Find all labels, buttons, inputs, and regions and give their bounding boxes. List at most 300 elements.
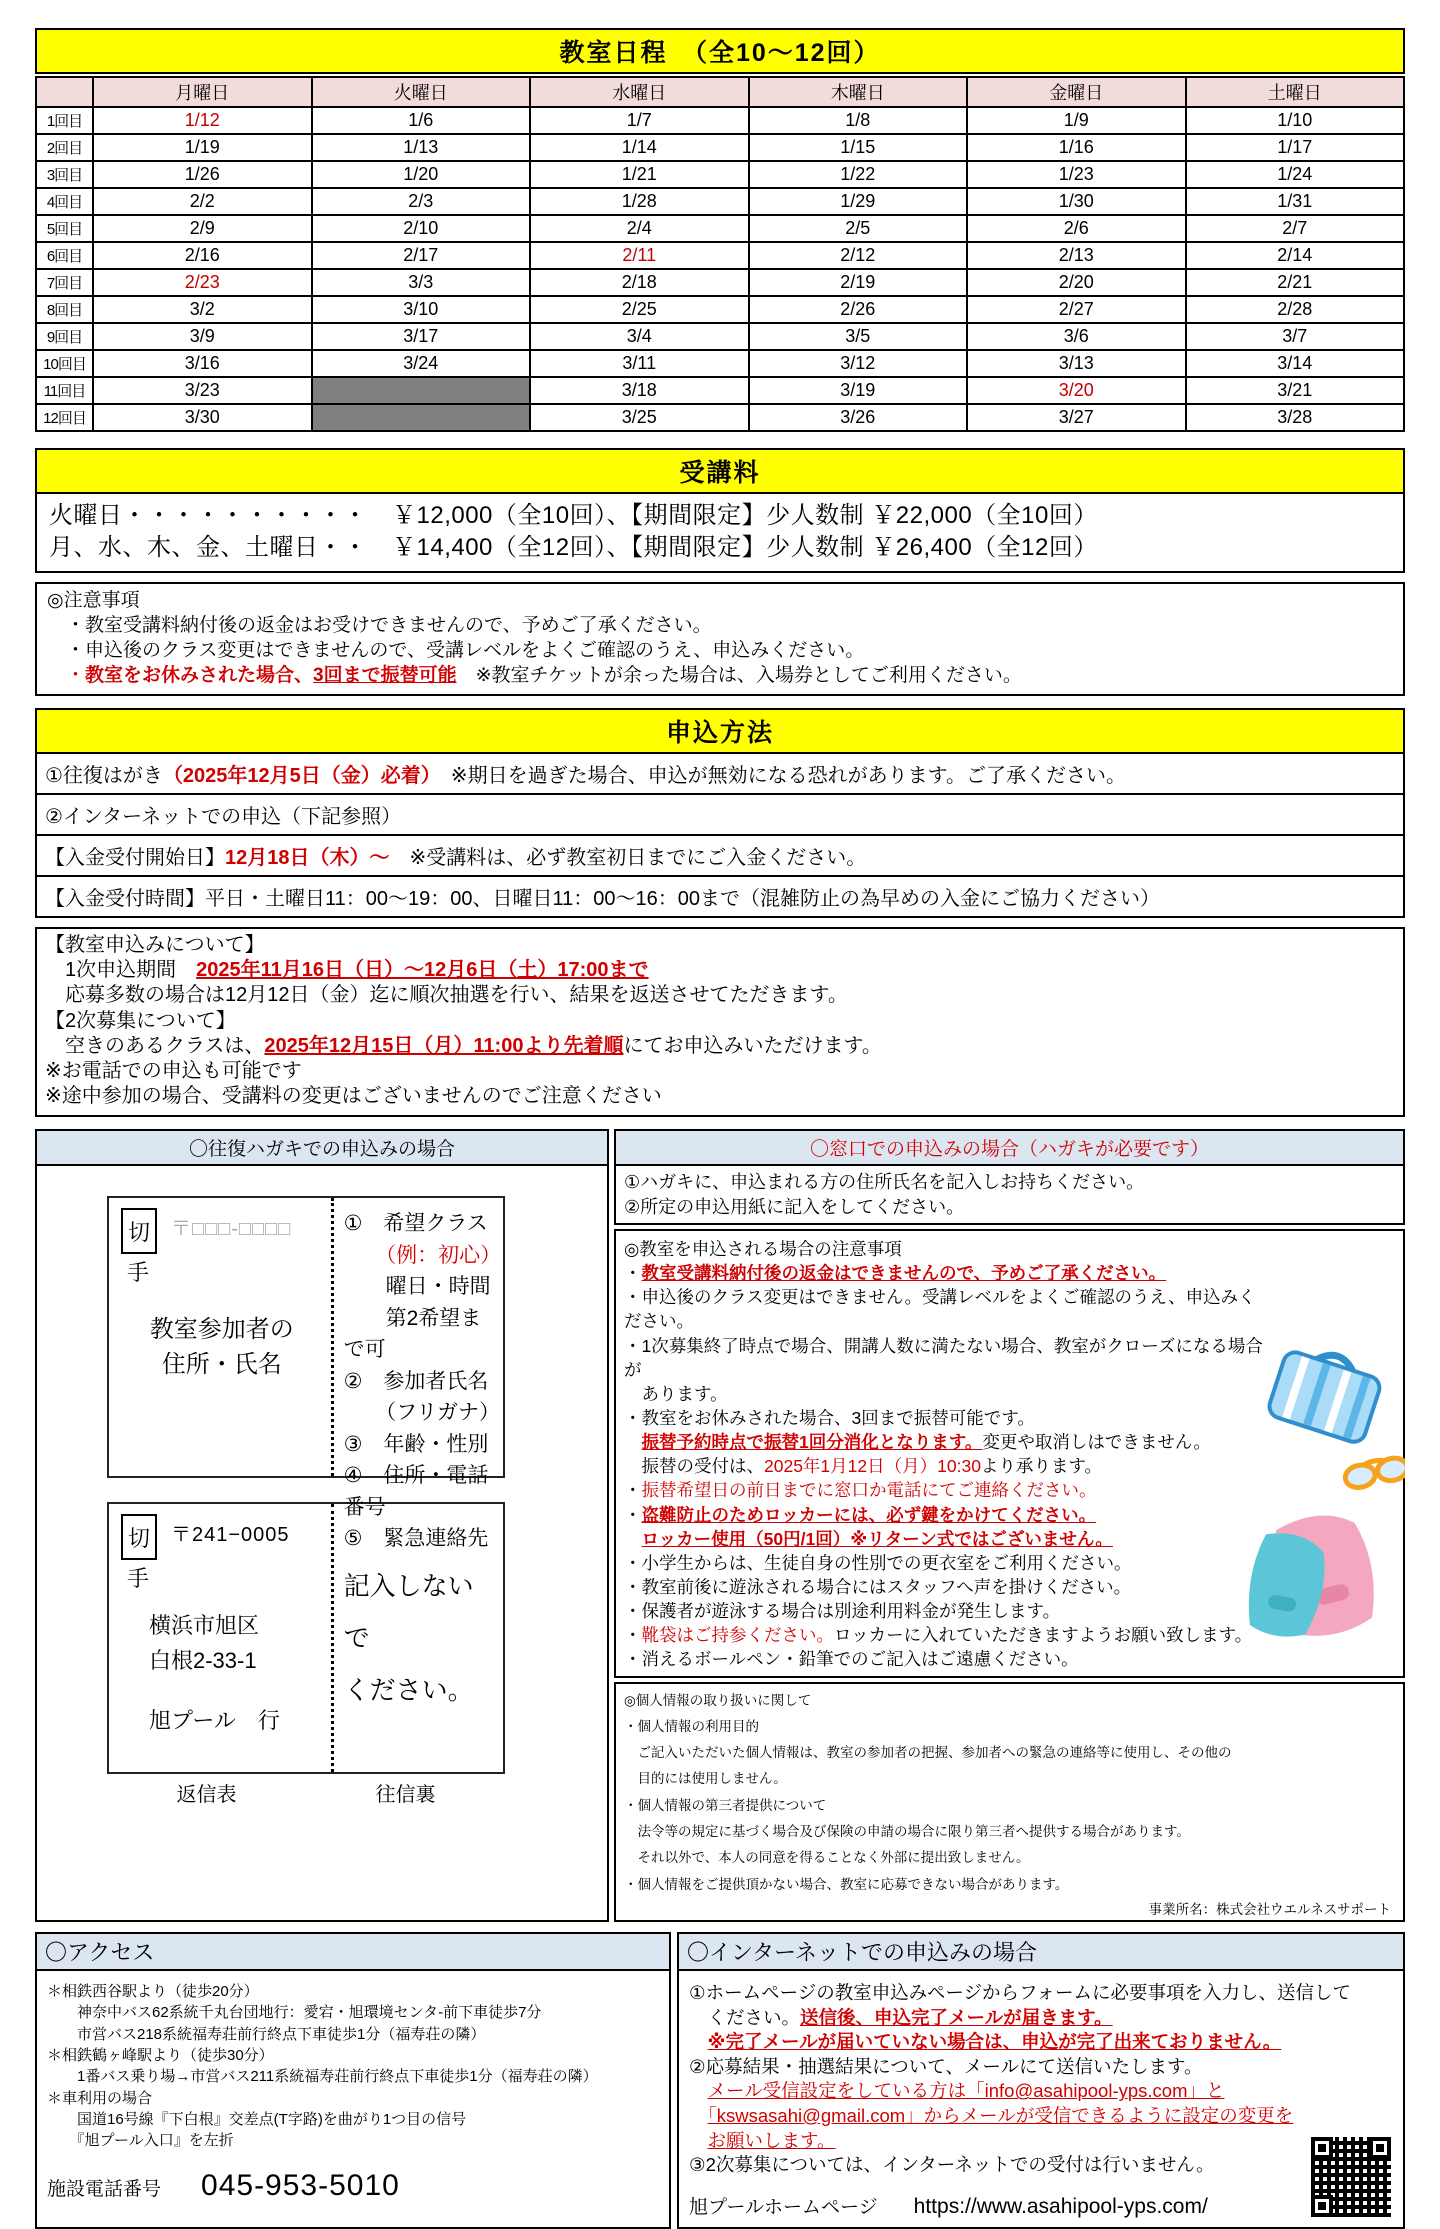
schedule-cell-date: 2/18 (530, 269, 749, 296)
text-line (45, 983, 1395, 1008)
schedule-row (36, 134, 1404, 161)
qr-finder-pattern (1311, 2195, 1333, 2217)
text-line (624, 1819, 1395, 1845)
text-line (624, 1527, 1265, 1551)
text-line (624, 1382, 1265, 1406)
schedule-cell-date: 3/3 (312, 269, 531, 296)
postcard-header-label: 〇往復ハガキでの申込みの場合 (188, 1139, 455, 1161)
text-segment: 目的には使用しません。 (624, 1771, 787, 1787)
text-segment (689, 2105, 708, 2126)
apply-title: 申込方法 (665, 719, 774, 748)
text-segment: ・個人情報の利用目的 (624, 1718, 759, 1734)
text-line (624, 1334, 1265, 1382)
schedule-cell-date: 3/26 (749, 404, 968, 431)
schedule-cell-date: 3/20 (967, 377, 1186, 404)
homepage-label: 旭プールホームページ (689, 2196, 878, 2218)
schedule-cell-date: 3/21 (1186, 377, 1405, 404)
postcard1-items (334, 1198, 503, 1551)
text-line (47, 2045, 659, 2066)
schedule-cell-date: 1/19 (93, 134, 312, 161)
text-line (47, 2109, 659, 2130)
text-segment: ください。 (689, 2006, 801, 2028)
postal-code-boxes: 〒□□□-□□□□ (171, 1218, 292, 1241)
internet-header (677, 1932, 1405, 1971)
text-segment: 1次申込期間 (45, 959, 197, 982)
schedule-cell-date: 2/13 (967, 242, 1186, 269)
schedule-cell-date: 3/14 (1186, 350, 1405, 377)
postcard2-center-note (334, 1504, 503, 1772)
schedule-cell-date: 2/3 (312, 188, 531, 215)
schedule-cell-date: 1/10 (1186, 107, 1405, 134)
text-line (624, 1766, 1395, 1792)
text-line (624, 1845, 1395, 1871)
text-line (624, 1793, 1395, 1819)
text-line (689, 2153, 1393, 2178)
text-line (624, 1261, 1265, 1285)
schedule-cell-date: 2/20 (967, 269, 1186, 296)
text-segment: ・教室をお休みされた場合、3回まで振替可能です。 (624, 1407, 1035, 1428)
swim-bag-icon (1266, 1349, 1385, 1445)
text-line (624, 1714, 1395, 1740)
text-segment: ・ (47, 665, 86, 687)
text-line (47, 2066, 659, 2087)
text-segment: ②所定の申込用紙に記入をしてください。 (624, 1196, 965, 1217)
text-segment: ※教室チケットが余った場合は、入場券としてご利用ください。 (456, 665, 1022, 687)
text-segment: ロッカーに入れていただきますようお願い致します。 (834, 1625, 1253, 1646)
postal-code: 〒241−0005 (171, 1524, 290, 1547)
text-line (37, 836, 1403, 877)
schedule-row-label: 12回目 (36, 404, 93, 431)
text-segment: 教室受講料納付後の返金はできませんので、予めご了承ください。 (641, 1263, 1167, 1284)
text-segment: ＊相鉄鶴ヶ峰駅より（徒歩30分） (47, 2046, 274, 2064)
address-line: 横浜市旭区 (149, 1613, 260, 1639)
schedule-cell-date: 2/16 (93, 242, 312, 269)
text-segment: 2025年12月15日（月）11:00より先着順 (264, 1034, 624, 1057)
text-segment: 神奈中バス62系統千丸台団地行：愛宕・旭環境センタ-前下車徒歩7分 (47, 2004, 542, 2022)
stamp-char-top: 切 (127, 1219, 150, 1245)
schedule-cell-date: 1/12 (93, 107, 312, 134)
text-segment: 3回まで振替可能 (313, 665, 457, 687)
postcard-body (35, 1164, 609, 1922)
apply-rows-box (35, 752, 1405, 918)
schedule-row-label: 1回目 (36, 107, 93, 134)
text-line (344, 1397, 499, 1429)
text-line (624, 1647, 1265, 1671)
schedule-cell-date: 1/8 (749, 107, 968, 134)
facility-phone-label: 施設電話番号 (47, 2179, 162, 2201)
text-segment: 『旭プール入口』を左折 (47, 2132, 234, 2150)
schedule-cell-date: 3/18 (530, 377, 749, 404)
schedule-row-label: 2回目 (36, 134, 93, 161)
text-line (689, 2104, 1393, 2129)
text-segment: ・個人情報をご提供頂かない場合、教室に応募できない場合があります。 (624, 1876, 1069, 1892)
schedule-cell-date: 2/23 (93, 269, 312, 296)
text-segment: 国道16号線『下白根』交差点(T字路)を曲がり1つ目の信号 (47, 2110, 467, 2128)
schedule-cell-date: 1/23 (967, 161, 1186, 188)
text-segment: 【入金受付開始日】 (45, 847, 225, 870)
text-line (624, 1599, 1265, 1623)
schedule-cell-date: 3/10 (312, 296, 531, 323)
text-line (47, 2024, 659, 2045)
text-segment: ・ (624, 1480, 642, 1501)
schedule-cell-date: 1/26 (93, 161, 312, 188)
text-segment: ①往復はがき (45, 765, 163, 788)
text-segment: ・消えるボールペン・鉛筆でのご記入はご遠慮ください。 (624, 1649, 1079, 1670)
text-line (343, 1240, 502, 1272)
text-segment (689, 2080, 708, 2101)
postcard-figure-return (107, 1502, 505, 1774)
text-segment: 「kswsasahi@gmail.com」からメールが受信できるように設定の変更を (707, 2105, 1294, 2126)
internet-section (677, 1932, 1405, 2229)
schedule-title: 教室日程 （全10～12回） (559, 39, 881, 67)
text-line (624, 1195, 1395, 1219)
text-line (624, 1575, 1265, 1599)
text-segment: ◎注意事項 (47, 589, 140, 611)
text-segment: ・ (624, 1263, 642, 1284)
goggles-icon (1343, 1455, 1405, 1491)
text-segment: ・小学生からは、生徒自身の性別での更衣室をご利用ください。 (624, 1552, 1132, 1573)
schedule-row-label: 11回目 (36, 377, 93, 404)
text-segment: ロッカー使用（50円/1回）※リターン式ではございません。 (641, 1528, 1113, 1549)
schedule-day-header: 火曜日 (312, 77, 531, 107)
text-line (689, 2079, 1393, 2104)
text-line (624, 1237, 1265, 1261)
schedule-cell-date: 1/30 (967, 188, 1186, 215)
address-line: 教室参加者の (149, 1316, 294, 1344)
schedule-table (35, 76, 1405, 432)
text-line (344, 1271, 499, 1303)
window-header-label: 〇窓口での申込みの場合（ハガキが必要です） (809, 1139, 1209, 1161)
text-segment: 市営バス218系統福寿荘前行終点下車徒歩1分（福寿荘の隣） (47, 2025, 486, 2043)
text-line (624, 1740, 1395, 1766)
postcard-column (35, 1129, 609, 1922)
schedule-cell-date: 2/27 (967, 296, 1186, 323)
schedule-cell-date: 1/21 (530, 161, 749, 188)
schedule-cell-date: 3/6 (967, 323, 1186, 350)
schedule-row-label: 8回目 (36, 296, 93, 323)
schedule-cell-date: 1/20 (312, 161, 531, 188)
text-segment: 法令等の規定に基づく場合及び保険の申請の場合に限り第三者へ提供する場合があります。 (624, 1824, 1190, 1840)
schedule-row (36, 161, 1404, 188)
qr-finder-pattern (1369, 2137, 1391, 2159)
text-line (624, 1623, 1265, 1647)
schedule-cell-date: 2/2 (93, 188, 312, 215)
text-segment: 振替希望日の前日までに窓口か電話にてご連絡ください。 (641, 1480, 1097, 1501)
schedule-cell-date: 2/4 (530, 215, 749, 242)
text-segment: ①ハガキに、申込まれる方の住所氏名を記入しお持ちください。 (624, 1172, 1145, 1193)
schedule-cell-date: 3/2 (93, 296, 312, 323)
schedule-table-body (36, 107, 1404, 431)
text-segment: 1番バス乗り場→市営バス211系統福寿荘前行終点下車徒歩1分（福寿荘の隣） (47, 2068, 598, 2086)
application-columns (35, 1129, 1405, 1922)
schedule-row-label: 9回目 (36, 323, 93, 350)
text-segment: ※お電話での申込も可能です (45, 1060, 302, 1083)
fees-box (35, 492, 1405, 573)
text-line (624, 1285, 1265, 1333)
text-line: 火曜日・・・・・・・・・・ ￥12,000（全10回）、【期間限定】少人数制 ￥22,000（全10回） (49, 502, 1098, 529)
text-segment: ・教室前後に遊泳される場合にはスタッフへ声を掛けください。 (624, 1576, 1132, 1597)
schedule-cell-date: 3/9 (93, 323, 312, 350)
schedule-cell-date: 3/27 (967, 404, 1186, 431)
schedule-cell-date: 3/19 (749, 377, 968, 404)
schedule-row (36, 323, 1404, 350)
schedule-cell-date: 2/25 (530, 296, 749, 323)
text-segment: 【教室申込みについて】 (45, 934, 265, 957)
qr-finder-pattern (1311, 2137, 1333, 2159)
schedule-day-header: 月曜日 (93, 77, 312, 107)
schedule-cell-closed (312, 404, 531, 431)
text-segment: ＊車利用の場合 (47, 2089, 153, 2107)
text-line (47, 588, 1393, 613)
address-spacer (149, 1678, 323, 1704)
access-header (35, 1932, 671, 1971)
text-line (47, 638, 1393, 663)
text-line (47, 1981, 659, 2002)
text-line (689, 1981, 1393, 2006)
schedule-row (36, 350, 1404, 377)
text-line (45, 1034, 1395, 1059)
schedule-day-header: 木曜日 (749, 77, 968, 107)
text-line (689, 2006, 1393, 2031)
text-segment: ・個人情報の第三者提供について (624, 1797, 827, 1813)
postcard1-address (121, 1313, 323, 1383)
schedule-cell-date: 1/24 (1186, 161, 1405, 188)
text-segment: ②インターネットでの申込（下記参照） (45, 806, 402, 829)
schedule-row (36, 269, 1404, 296)
text-segment (624, 1529, 642, 1549)
schedule-cell-closed (312, 377, 531, 404)
text-line (624, 1478, 1265, 1502)
text-line (624, 1454, 1265, 1478)
schedule-cell-date: 2/6 (967, 215, 1186, 242)
schedule-row (36, 377, 1404, 404)
address-line: 住所・氏名 (161, 1351, 282, 1379)
schedule-cell-date: 2/21 (1186, 269, 1405, 296)
fees-notes-box (35, 582, 1405, 696)
schedule-cell-date: 2/5 (749, 215, 968, 242)
text-segment: 【2次募集について】 (45, 1009, 236, 1032)
schedule-cell-date: 1/28 (530, 188, 749, 215)
schedule-cell-date: 3/25 (530, 404, 749, 431)
postcard2-left-half (109, 1504, 334, 1772)
schedule-day-header: 金曜日 (967, 77, 1186, 107)
apply-title-bar (35, 708, 1405, 754)
access-section (35, 1932, 671, 2229)
text-segment: メール受信設定をしている方は「info@asahipool-yps.com」と (707, 2080, 1225, 2102)
text-segment: ② 参加者氏名 (343, 1369, 489, 1393)
window-notes-lines (624, 1237, 1265, 1672)
schedule-cell-date: 3/4 (530, 323, 749, 350)
text-segment: ②応募結果・抽選結果について、メールにて送信いたします。 (689, 2055, 1203, 2077)
text-segment (624, 1432, 642, 1452)
pool-items-illustration (1247, 1349, 1405, 1679)
fees-title: 受講料 (679, 459, 761, 487)
schedule-cell-date: 2/17 (312, 242, 531, 269)
address-line: 白根2-33-1 (149, 1647, 257, 1673)
schedule-cell-date: 1/15 (749, 134, 968, 161)
text-line (344, 1366, 499, 1398)
schedule-row (36, 107, 1404, 134)
facility-phone-row (47, 2169, 659, 2203)
postcard1-left-half (109, 1198, 334, 1476)
window-notes-box (614, 1229, 1405, 1678)
privacy-lines (624, 1688, 1395, 1899)
schedule-header-row (36, 77, 1404, 107)
schedule-day-header: 水曜日 (530, 77, 749, 107)
outbound-back-label: 往信裏 (375, 1784, 436, 1807)
schedule-row (36, 188, 1404, 215)
text-line (47, 2002, 659, 2023)
do-not-write-line: 記入しないで (343, 1571, 474, 1654)
text-line (624, 1170, 1395, 1194)
text-segment: 送信後、申込完了メールが届きます。 (800, 2006, 1113, 2028)
text-segment: ①ホームページの教室申込みページからフォームに必要事項を入力し、送信して (689, 1982, 1352, 2004)
text-line (45, 933, 1395, 958)
text-line (624, 1551, 1265, 1575)
access-lines (47, 1981, 659, 2151)
schedule-cell-date: 2/14 (1186, 242, 1405, 269)
text-segment: 2025年1月12日（月）10:30 (764, 1456, 981, 1477)
postcard2-address (149, 1609, 323, 1737)
schedule-title-bar (35, 28, 1405, 74)
text-segment (689, 2130, 708, 2151)
text-segment: それ以外で、本人の同意を得ることなく外部に提出致しません。 (624, 1850, 1030, 1866)
text-segment: お願いします。 (707, 2129, 836, 2151)
text-segment: 靴袋はご持参ください。 (641, 1625, 834, 1646)
text-line (47, 2130, 659, 2151)
schedule-cell-date: 2/9 (93, 215, 312, 242)
text-segment: にてお申込みいただけます。 (623, 1034, 882, 1057)
text-segment: ① 希望クラス (343, 1212, 488, 1236)
schedule-cell-date: 3/7 (1186, 323, 1405, 350)
text-line (45, 958, 1395, 983)
text-segment: （2025年12月5日（金）必着） (162, 765, 431, 788)
text-segment: ③ 年齢・性別 (343, 1432, 489, 1456)
text-segment: あります。 (624, 1383, 728, 1404)
fees-title-bar (35, 448, 1405, 494)
schedule-corner-cell (36, 77, 93, 107)
text-segment: 曜日・時間 (343, 1275, 491, 1299)
text-segment: ※期日を過ぎた場合、申込が無効になる恐れがあります。ご了承ください。 (430, 765, 1126, 788)
text-segment: ◎個人情報の取り扱いに関して (624, 1692, 812, 1708)
text-segment: ※完了メールが届いていない場合は、申込が完了出来ておりません。 (707, 2031, 1282, 2053)
text-segment: 第2希望まで可 (343, 1306, 482, 1362)
text-segment: 空きのあるクラスは、 (45, 1034, 265, 1057)
text-segment: ◎教室を申込される場合の注意事項 (624, 1239, 902, 1259)
schedule-cell-date: 2/11 (530, 242, 749, 269)
text-line (689, 2055, 1393, 2080)
text-segment: 2025年11月16日（日）～12月6日（土）17:00まで (196, 959, 649, 982)
privacy-company: 事業所名：株式会社ウエルネスサポート (1148, 1902, 1391, 1918)
text-segment: ＊相鉄西谷駅より（徒歩20分） (47, 1983, 259, 2001)
text-segment: 変更や取消しはできません。 (982, 1432, 1211, 1453)
schedule-cell-date: 1/6 (312, 107, 531, 134)
text-segment: ※受講料は、必ず教室初日までにご入金ください。 (389, 847, 867, 870)
text-line (344, 1303, 499, 1366)
text-segment: ⑤ 緊急連絡先 (343, 1527, 489, 1551)
qr-code (1309, 2135, 1393, 2219)
schedule-cell-date: 1/7 (530, 107, 749, 134)
window-steps-box (614, 1164, 1405, 1225)
text-line (689, 2030, 1393, 2055)
text-segment: （例：初心） (343, 1243, 502, 1267)
text-line (45, 1009, 1395, 1034)
stamp-char-top: 切 (127, 1525, 150, 1551)
text-line (624, 1872, 1395, 1898)
text-segment: ・1次募集終了時点で場合、開講人数に満たない場合、教室がクローズになる場合が (624, 1335, 1263, 1380)
schedule-cell-date: 2/7 (1186, 215, 1405, 242)
text-segment: 12月18日（木）～ (225, 847, 390, 870)
text-segment: ・保護者が遊泳する場合は別途利用料金が発生します。 (624, 1601, 1061, 1622)
text-segment (689, 2031, 708, 2052)
schedule-cell-date: 3/23 (93, 377, 312, 404)
schedule-row-label: 3回目 (36, 161, 93, 188)
text-line (47, 2088, 659, 2109)
postcard-header (35, 1129, 609, 1166)
facility-phone-number: 045-953-5010 (201, 2169, 400, 2203)
text-segment: ③2次募集については、インターネットでの受付は行いません。 (689, 2154, 1215, 2176)
text-segment: 盗難防止のためロッカーには、必ず鍵をかけてください。 (641, 1504, 1097, 1525)
schedule-cell-date: 3/5 (749, 323, 968, 350)
text-segment: より承ります。 (980, 1456, 1103, 1477)
schedule-cell-date: 2/19 (749, 269, 968, 296)
internet-header-label: 〇インターネットでの申込みの場合 (687, 1940, 1038, 1966)
schedule-row (36, 404, 1404, 431)
text-line (344, 1429, 499, 1461)
schedule-cell-date: 3/17 (312, 323, 531, 350)
text-line (47, 613, 1393, 638)
access-header-label: 〇アクセス (45, 1940, 155, 1966)
text-line (37, 877, 1403, 916)
stamp-box (121, 1514, 157, 1560)
apply-info-box (35, 927, 1405, 1117)
text-segment: 振替の受付は、 (624, 1456, 764, 1477)
schedule-row (36, 242, 1404, 269)
text-line (344, 1208, 499, 1240)
text-segment: ・ (624, 1625, 642, 1646)
schedule-row-label: 6回目 (36, 242, 93, 269)
text-segment: ・申込後のクラス変更はできません。受講レベルをよくご確認のうえ、申込みください。 (624, 1287, 1256, 1332)
text-segment: 【入金受付時間】平日・土曜日11：00～19：00、日曜日11：00～16：00まで（混雑防止の為早めの入金にご協力ください） (45, 888, 1160, 911)
text-line (624, 1688, 1395, 1714)
window-header (614, 1129, 1405, 1166)
text-segment: 振替予約時点で振替1回分消化となります。 (641, 1432, 983, 1453)
text-line (689, 2129, 1393, 2154)
text-segment: 教室をお休みされた場合、 (85, 665, 314, 687)
text-line (45, 1084, 1395, 1109)
schedule-cell-date: 3/16 (93, 350, 312, 377)
stamp-char-bottom: 手 (127, 1260, 150, 1286)
schedule-table-head (36, 77, 1404, 107)
schedule-cell-date: 3/11 (530, 350, 749, 377)
schedule-cell-date: 1/31 (1186, 188, 1405, 215)
schedule-cell-date: 2/12 (749, 242, 968, 269)
bottom-section (35, 1932, 1405, 2229)
schedule-cell-date: 1/14 (530, 134, 749, 161)
schedule-cell-date: 1/29 (749, 188, 968, 215)
address-line: 旭プール 行 (149, 1707, 280, 1733)
privacy-box (614, 1682, 1405, 1923)
schedule-cell-date: 1/17 (1186, 134, 1405, 161)
schedule-cell-date: 3/28 (1186, 404, 1405, 431)
internet-box (677, 1969, 1405, 2229)
schedule-row-label: 7回目 (36, 269, 93, 296)
text-segment: ・教室受講料納付後の返金はお受けできませんので、予めご了承ください。 (47, 614, 712, 636)
text-line (47, 663, 1393, 688)
text-line (624, 1503, 1265, 1527)
schedule-cell-date: 1/13 (312, 134, 531, 161)
schedule-row-label: 10回目 (36, 350, 93, 377)
